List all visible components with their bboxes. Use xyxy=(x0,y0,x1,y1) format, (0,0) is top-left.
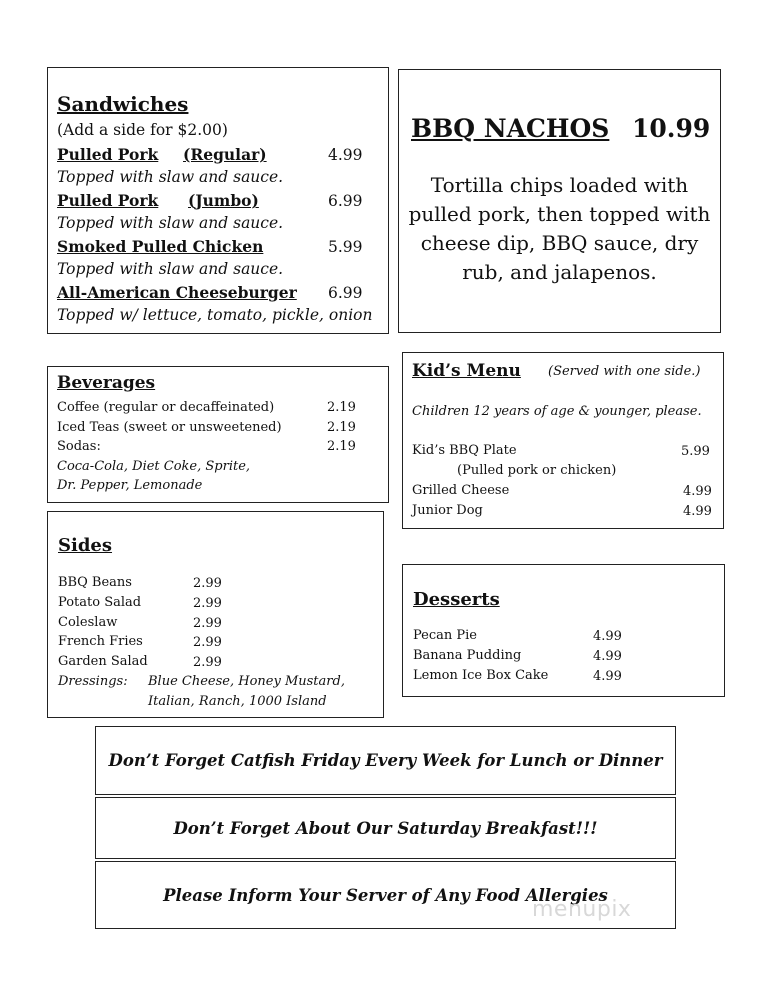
beverages-title: Beverages xyxy=(57,373,156,393)
dessert-item-price: 4.99 xyxy=(593,649,622,664)
kids-item-name: Junior Dog xyxy=(412,503,483,518)
sandwich-item-name: Smoked Pulled Chicken xyxy=(57,237,264,256)
sandwich-item-desc: Topped with slaw and sauce. xyxy=(57,260,284,278)
sandwich-item-name: Pulled Pork xyxy=(57,145,159,164)
sides-title: Sides xyxy=(58,535,113,556)
menupix-watermark: menupix xyxy=(532,897,632,922)
sandwich-item-size: (Jumbo) xyxy=(188,191,259,210)
sandwich-item-name: Pulled Pork xyxy=(57,191,159,210)
sodas-list-line: Dr. Pepper, Lemonade xyxy=(57,478,203,493)
side-item-name: Garden Salad xyxy=(58,654,148,669)
sandwiches-side-note: (Add a side for $2.00) xyxy=(57,121,228,139)
side-item-name: Coleslaw xyxy=(58,615,118,630)
beverage-item-name: Coffee (regular or decaffeinated) xyxy=(57,400,275,415)
sandwich-item-price: 6.99 xyxy=(328,192,363,210)
nachos-description: Tortilla chips loaded with pulled pork, then topped with cheese dip, BBQ sauce, dry rub, and jalapenos. xyxy=(408,173,711,284)
side-item-price: 2.99 xyxy=(193,596,222,611)
beverage-item-price: 2.19 xyxy=(327,420,356,435)
catfish-friday-text: Don’t Forget Catfish Friday Every Week for Lunch or Dinner xyxy=(108,751,663,770)
kids-menu-note: (Served with one side.) xyxy=(548,364,701,379)
beverage-item-price: 2.19 xyxy=(327,400,356,415)
side-item-name: Potato Salad xyxy=(58,595,142,610)
sandwich-item-price: 5.99 xyxy=(328,238,363,256)
food-allergies-text: Please Inform Your Server of Any Food Allergies xyxy=(163,885,608,905)
beverage-item-name: Iced Teas (sweet or unsweetened) xyxy=(57,420,282,435)
kids-item-price: 5.99 xyxy=(681,444,710,459)
side-item-price: 2.99 xyxy=(193,655,222,670)
side-item-price: 2.99 xyxy=(193,616,222,631)
sandwiches-section xyxy=(47,67,389,334)
kids-item-price: 4.99 xyxy=(683,504,712,519)
kids-item-name: Grilled Cheese xyxy=(412,483,510,498)
kids-item-sub: (Pulled pork or chicken) xyxy=(457,463,617,478)
desserts-section xyxy=(402,564,725,697)
saturday-breakfast-notice xyxy=(95,797,676,859)
beverage-item-name: Sodas: xyxy=(57,439,101,454)
dressings-label: Dressings: xyxy=(58,674,128,689)
beverages-section xyxy=(47,366,389,503)
kids-menu-section xyxy=(402,352,724,529)
sandwich-item-size: (Regular) xyxy=(183,145,267,164)
dessert-item-name: Banana Pudding xyxy=(413,648,522,663)
sandwich-item-desc: Topped with slaw and sauce. xyxy=(57,168,284,186)
nachos-title: BBQ NACHOS xyxy=(411,114,610,143)
side-item-name: BBQ Beans xyxy=(58,575,132,590)
dessert-item-name: Lemon Ice Box Cake xyxy=(413,668,549,683)
dressings-list-line: Italian, Ranch, 1000 Island xyxy=(148,694,327,709)
side-item-name: French Fries xyxy=(58,634,143,649)
sandwich-item-price: 4.99 xyxy=(328,146,363,164)
kids-menu-title: Kid’s Menu xyxy=(412,361,521,381)
kids-age-note: Children 12 years of age & younger, please. xyxy=(412,404,702,419)
nachos-section xyxy=(398,69,721,333)
sodas-list-line: Coca-Cola, Diet Coke, Sprite, xyxy=(57,459,251,474)
sandwich-item-desc: Topped with slaw and sauce. xyxy=(57,214,284,232)
beverage-item-price: 2.19 xyxy=(327,439,356,454)
desserts-title: Desserts xyxy=(413,589,500,610)
kids-item-price: 4.99 xyxy=(683,484,712,499)
dessert-item-name: Pecan Pie xyxy=(413,628,477,643)
sandwich-item-desc: Topped w/ lettuce, tomato, pickle, onion xyxy=(57,306,373,324)
side-item-price: 2.99 xyxy=(193,635,222,650)
sandwich-item-price: 6.99 xyxy=(328,284,363,302)
dessert-item-price: 4.99 xyxy=(593,629,622,644)
side-item-price: 2.99 xyxy=(193,576,222,591)
catfish-friday-notice xyxy=(95,726,676,795)
dessert-item-price: 4.99 xyxy=(593,669,622,684)
saturday-breakfast-text: Don’t Forget About Our Saturday Breakfast!!! xyxy=(173,818,598,838)
nachos-price: 10.99 xyxy=(632,114,711,143)
sandwich-item-name: All-American Cheeseburger xyxy=(57,283,297,302)
sandwiches-title: Sandwiches xyxy=(57,92,189,116)
sides-section xyxy=(47,511,384,718)
kids-item-name: Kid’s BBQ Plate xyxy=(412,443,517,458)
dressings-list-line: Blue Cheese, Honey Mustard, xyxy=(148,674,345,689)
